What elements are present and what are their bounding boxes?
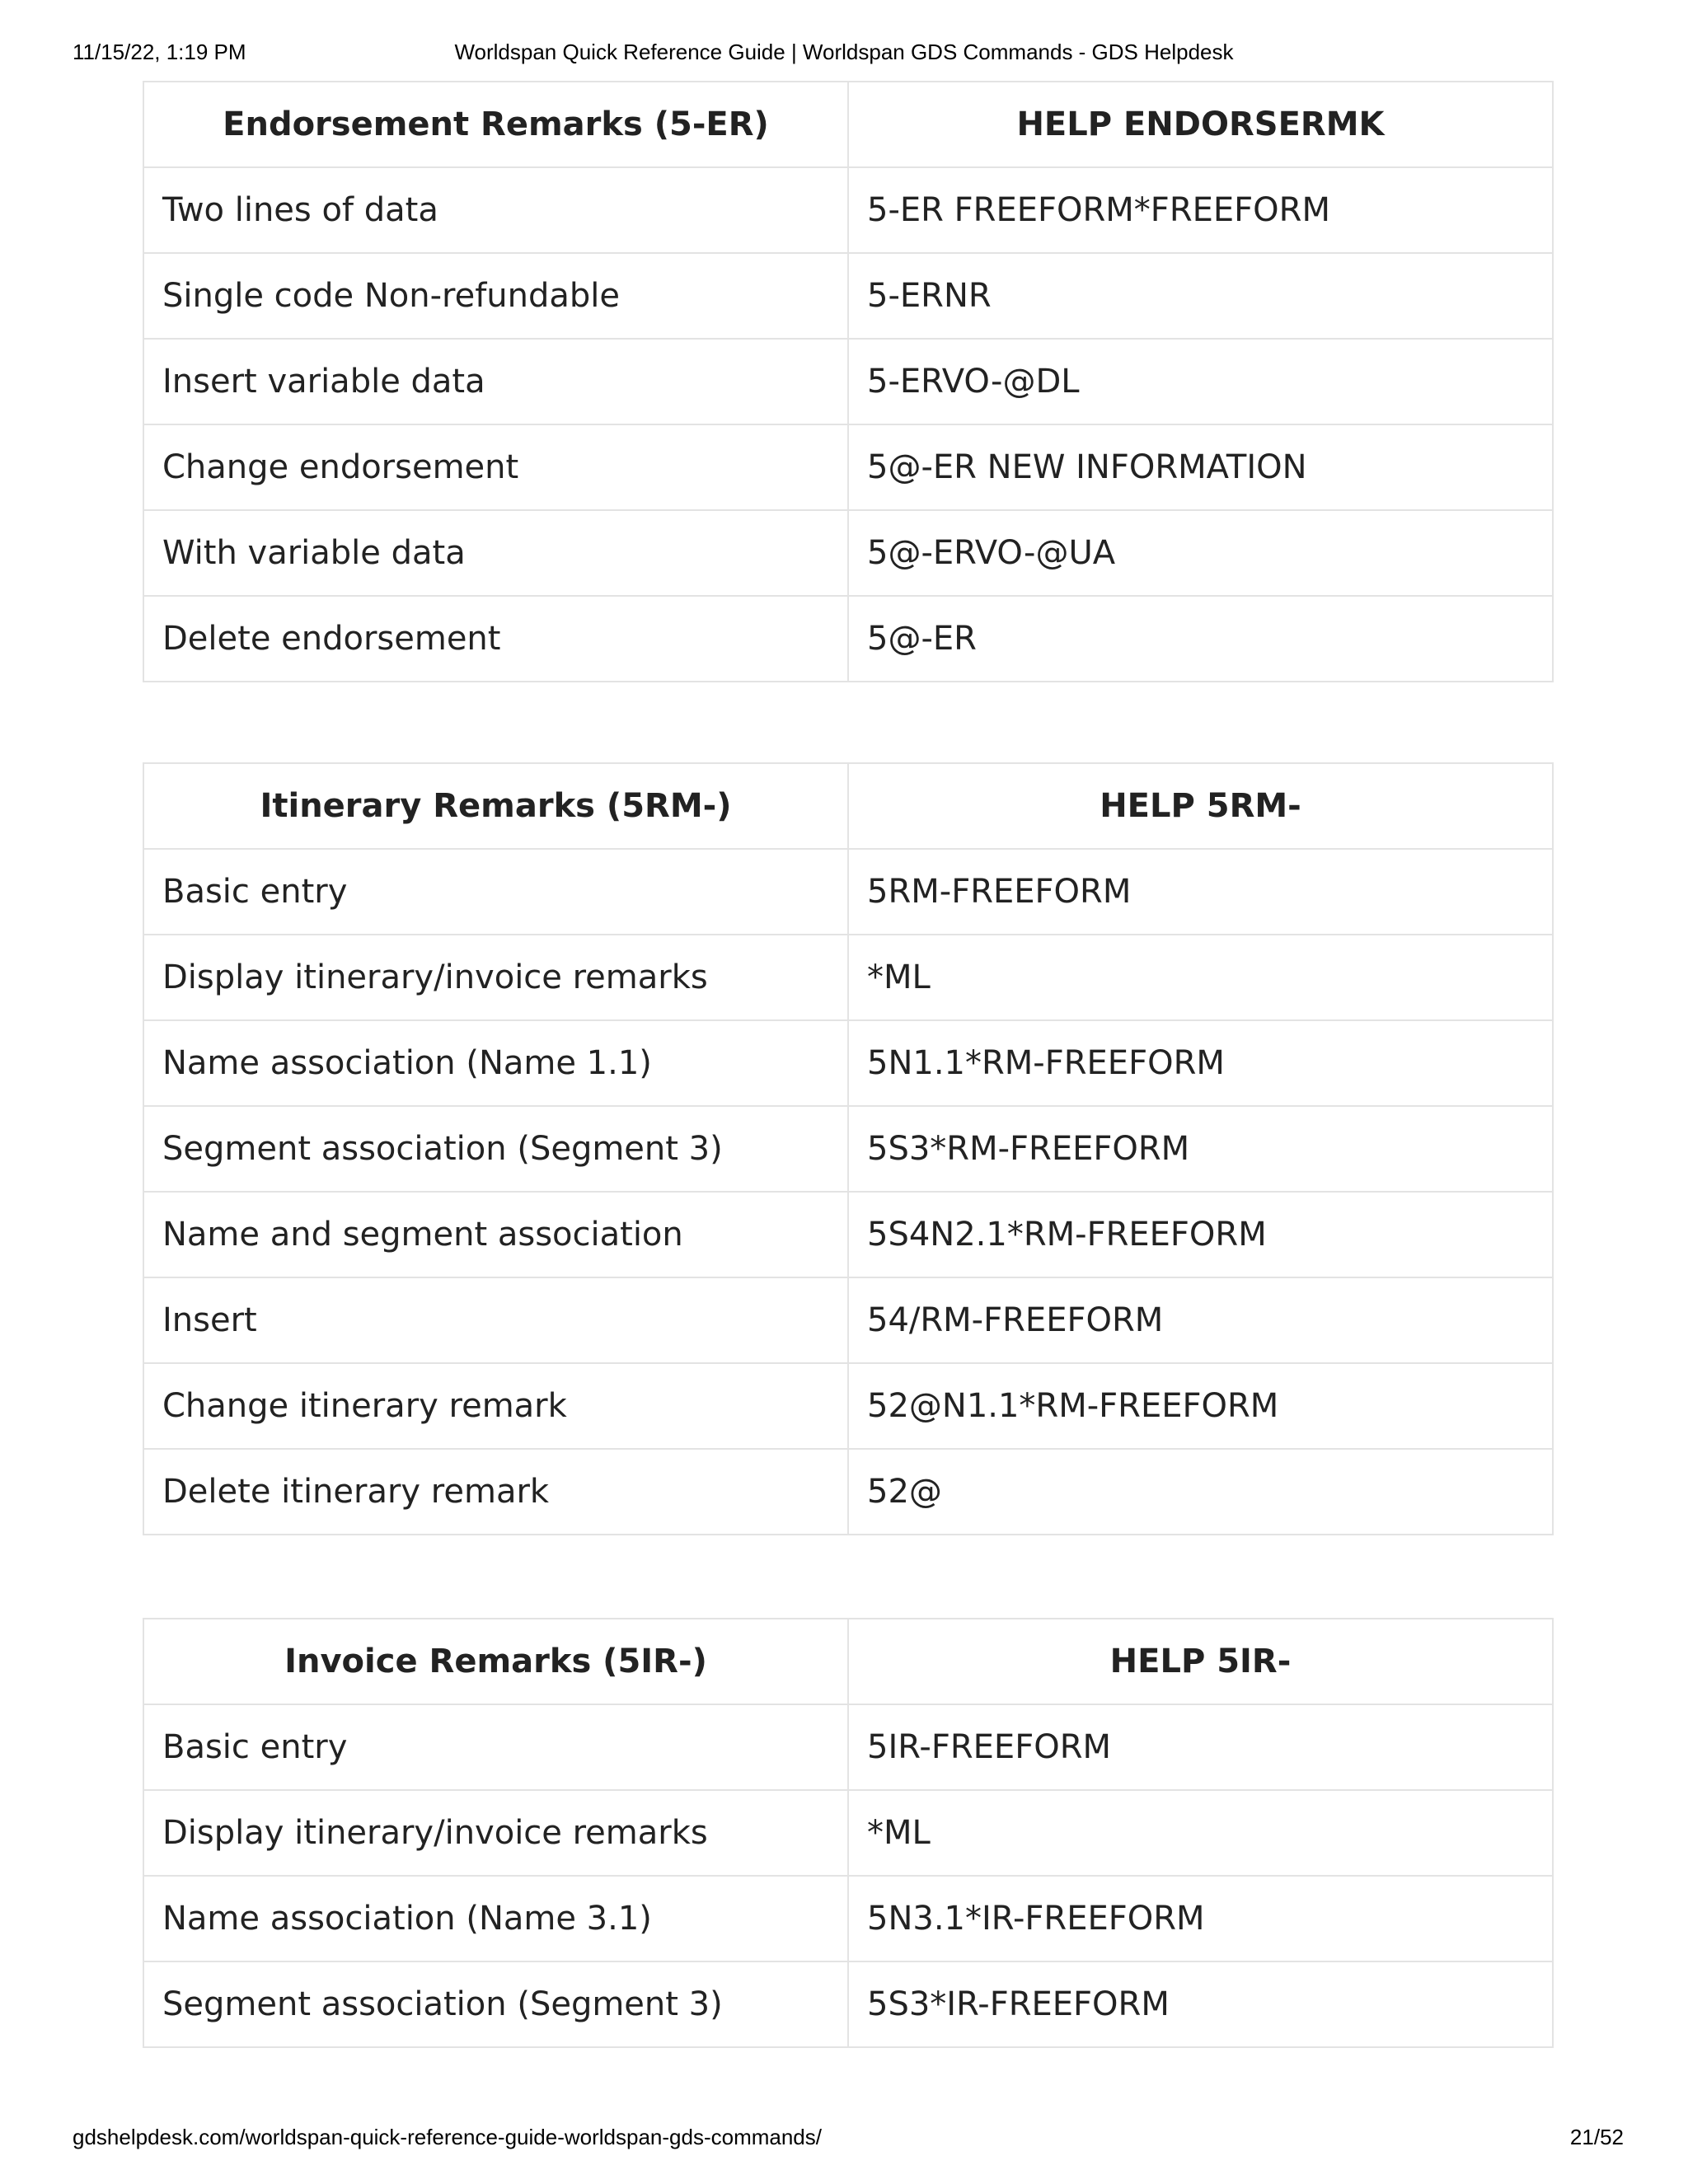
row-command: *ML: [848, 935, 1553, 1020]
table-row: [143, 849, 1553, 935]
row-description: Basic entry: [143, 1704, 848, 1790]
row-command: 5-ERVO-@DL: [848, 339, 1553, 424]
row-description: Display itinerary/invoice remarks: [143, 1790, 848, 1876]
table-heading-help: HELP ENDORSERMK: [848, 82, 1553, 167]
row-command: 5-ERNR: [848, 253, 1553, 339]
row-description: With variable data: [143, 510, 848, 596]
table-row: [143, 253, 1553, 339]
table-row: [143, 1277, 1553, 1363]
row-description: Insert variable data: [143, 339, 848, 424]
row-command: 5RM-FREEFORM: [848, 849, 1553, 935]
table-row: [143, 1961, 1553, 2047]
table-row: [143, 510, 1553, 596]
row-command: 5S3*RM-FREEFORM: [848, 1106, 1553, 1192]
table-heading-help: HELP 5IR-: [848, 1619, 1553, 1704]
row-command: 52@N1.1*RM-FREEFORM: [848, 1363, 1553, 1449]
invoice-remarks-table: [143, 1618, 1554, 2048]
row-command: *ML: [848, 1790, 1553, 1876]
row-command: 5@-ER NEW INFORMATION: [848, 424, 1553, 510]
row-description: Display itinerary/invoice remarks: [143, 935, 848, 1020]
table-row: [143, 935, 1553, 1020]
row-command: 5N1.1*RM-FREEFORM: [848, 1020, 1553, 1106]
print-header: [0, 40, 1688, 73]
row-description: Insert: [143, 1277, 848, 1363]
table-row: [143, 1106, 1553, 1192]
row-command: 5S4N2.1*RM-FREEFORM: [848, 1192, 1553, 1277]
row-description: Single code Non-refundable: [143, 253, 848, 339]
endorsement-remarks-table: [143, 81, 1554, 682]
table-heading-help: HELP 5RM-: [848, 763, 1553, 849]
itinerary-remarks-table: [143, 762, 1554, 1535]
row-description: Name and segment association: [143, 1192, 848, 1277]
row-command: 52@: [848, 1449, 1553, 1535]
table-row: [143, 1020, 1553, 1106]
table-row: [143, 424, 1553, 510]
table-header-row: [143, 82, 1553, 167]
row-command: 5S3*IR-FREEFORM: [848, 1961, 1553, 2047]
row-description: Two lines of data: [143, 167, 848, 253]
row-command: 5@-ER: [848, 596, 1553, 682]
table-row: [143, 1192, 1553, 1277]
row-description: Name association (Name 3.1): [143, 1876, 848, 1961]
row-description: Change itinerary remark: [143, 1363, 848, 1449]
table-heading-topic: Endorsement Remarks (5-ER): [143, 82, 848, 167]
table-header-row: [143, 763, 1553, 849]
row-description: Delete itinerary remark: [143, 1449, 848, 1535]
row-description: Delete endorsement: [143, 596, 848, 682]
row-command: 5IR-FREEFORM: [848, 1704, 1553, 1790]
table-heading-topic: Invoice Remarks (5IR-): [143, 1619, 848, 1704]
row-command: 54/RM-FREEFORM: [848, 1277, 1553, 1363]
row-command: 5@-ERVO-@UA: [848, 510, 1553, 596]
row-description: Name association (Name 1.1): [143, 1020, 848, 1106]
row-description: Basic entry: [143, 849, 848, 935]
table-row: [143, 596, 1553, 682]
row-description: Segment association (Segment 3): [143, 1961, 848, 2047]
table-row: [143, 167, 1553, 253]
print-url: gdshelpdesk.com/worldspan-quick-reference-guide-worldspan-gds-commands/: [73, 2125, 822, 2149]
table-row: [143, 1704, 1553, 1790]
table-row: [143, 1449, 1553, 1535]
table-heading-topic: Itinerary Remarks (5RM-): [143, 763, 848, 849]
table-row: [143, 1876, 1553, 1961]
row-command: 5-ER FREEFORM*FREEFORM: [848, 167, 1553, 253]
page-number: 21/52: [1569, 2125, 1624, 2149]
row-description: Segment association (Segment 3): [143, 1106, 848, 1192]
table-row: [143, 339, 1553, 424]
row-description: Change endorsement: [143, 424, 848, 510]
table-row: [143, 1790, 1553, 1876]
print-datetime: 11/15/22, 1:19 PM: [73, 40, 246, 64]
print-footer: [0, 2125, 1688, 2158]
table-header-row: [143, 1619, 1553, 1704]
row-command: 5N3.1*IR-FREEFORM: [848, 1876, 1553, 1961]
table-row: [143, 1363, 1553, 1449]
print-page-title: Worldspan Quick Reference Guide | Worldspan GDS Commands - GDS Helpdesk: [454, 40, 1234, 64]
